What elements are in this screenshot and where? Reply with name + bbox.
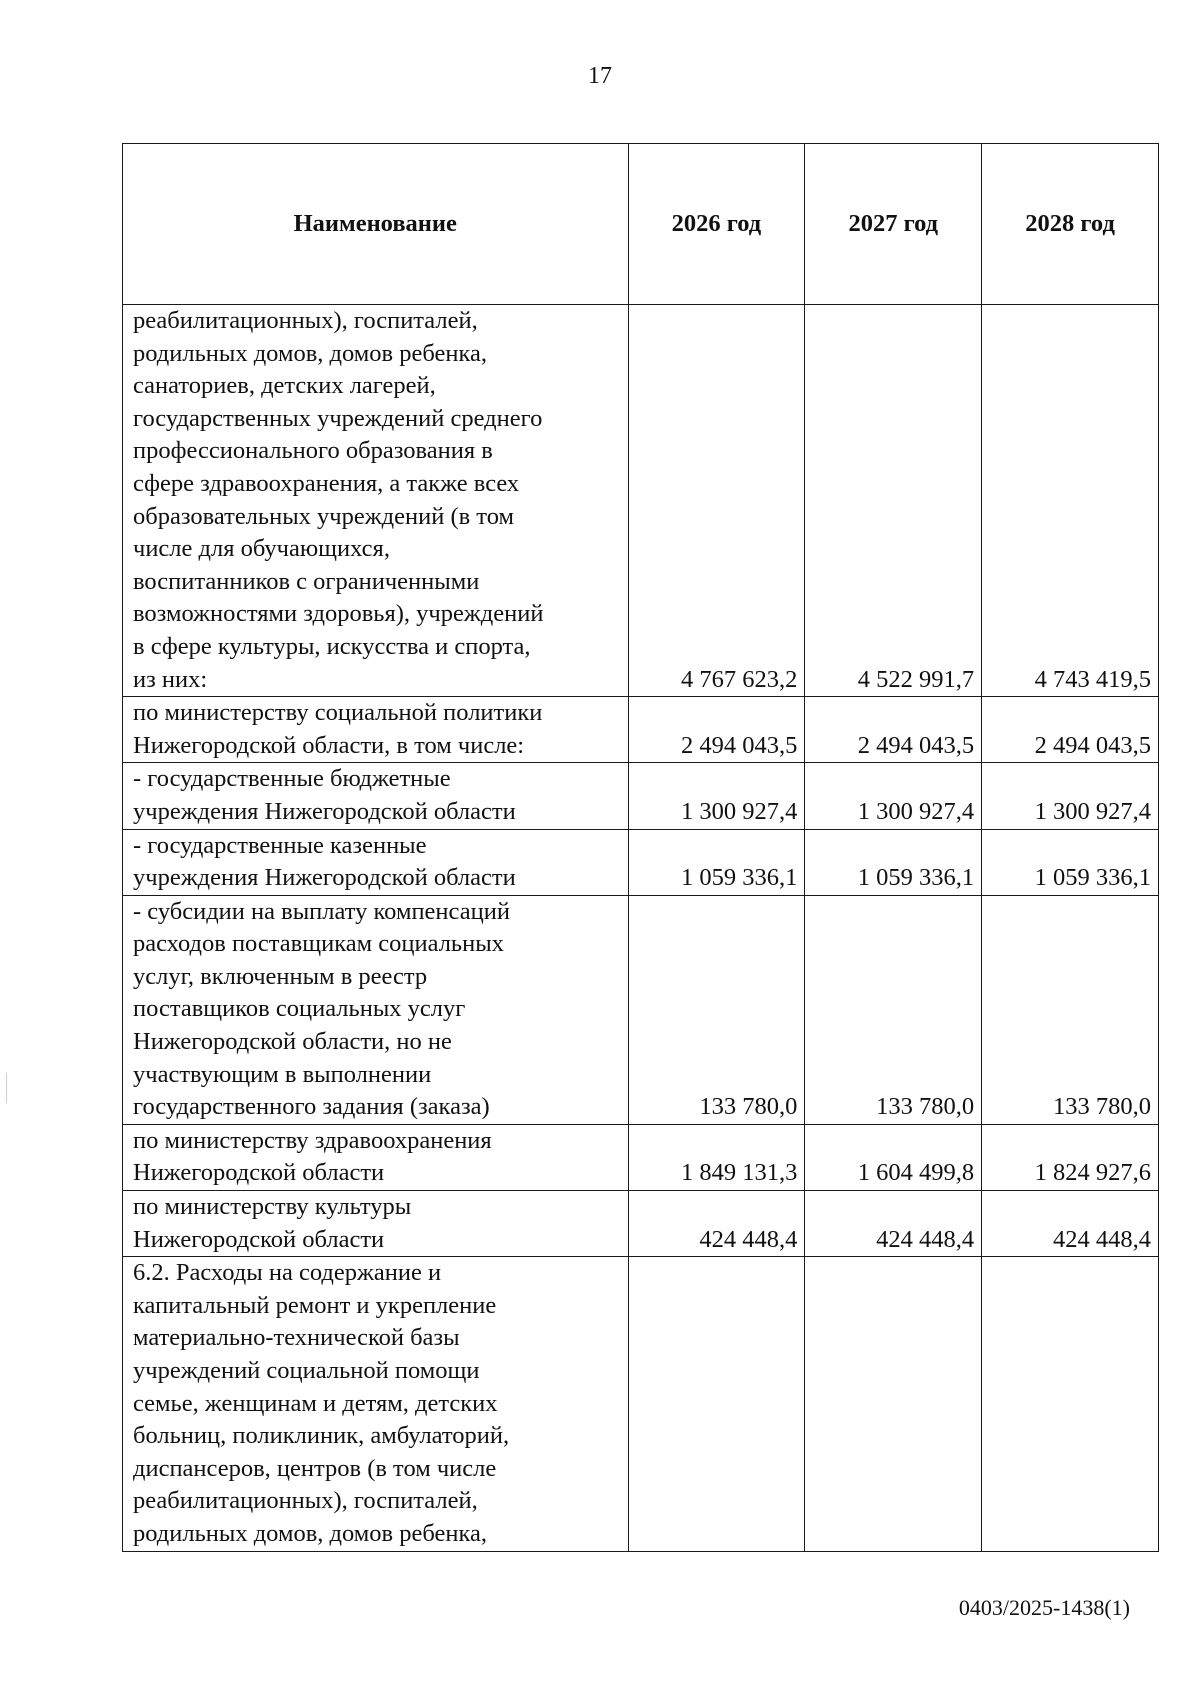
header-name: Наименование <box>123 144 629 305</box>
row-name: реабилитационных), госпиталей, родильных домов, домов ребенка, санаториев, детских лагерей, государственных учреждений среднего профессионального образования в сфере здравоохранения, а также всех образовательных учреждений (в том числе для обучающихся, воспитанников с ограниченными возможностями здоровья), учреждений в сфере культуры, искусства и спорта, из них: <box>123 305 629 697</box>
document-number: 0403/2025-1438(1) <box>958 1595 1130 1620</box>
header-year-2027: 2027 год <box>805 144 982 305</box>
value-2027: 2 494 043,5 <box>805 697 982 763</box>
value-2028: 4 743 419,5 <box>982 305 1159 697</box>
value-2026: 1 849 131,3 <box>628 1124 805 1190</box>
row-name: по министерству социальной политики Нижегородской области, в том числе: <box>123 697 629 763</box>
value-2026: 1 059 336,1 <box>628 829 805 895</box>
row-name: по министерству здравоохранения Нижегородской области <box>123 1124 629 1190</box>
table-row <box>123 305 1159 697</box>
value-2027: 424 448,4 <box>805 1191 982 1257</box>
header-year-2026: 2026 год <box>628 144 805 305</box>
value-2026 <box>628 1257 805 1551</box>
value-2027: 1 604 499,8 <box>805 1124 982 1190</box>
header-year-2028: 2028 год <box>982 144 1159 305</box>
value-2028 <box>982 1257 1159 1551</box>
value-2027: 4 522 991,7 <box>805 305 982 697</box>
table-row <box>123 697 1159 763</box>
value-2028: 2 494 043,5 <box>982 697 1159 763</box>
value-2027: 1 300 927,4 <box>805 763 982 829</box>
row-name: 6.2. Расходы на содержание и капитальный ремонт и укрепление материально-технической базы учреждений социальной помощи семье, женщинам и детям, детских больниц, поликлиник, амбулаторий, диспансеров, центров (в том числе реабилитационных), госпиталей, родильных домов, домов ребенка, <box>123 1257 629 1551</box>
row-name: по министерству культуры Нижегородской области <box>123 1191 629 1257</box>
table-row <box>123 763 1159 829</box>
value-2026: 424 448,4 <box>628 1191 805 1257</box>
table-row <box>123 1191 1159 1257</box>
table-row <box>123 895 1159 1124</box>
value-2027: 133 780,0 <box>805 895 982 1124</box>
budget-table <box>122 143 1159 1552</box>
row-name: - государственные казенные учреждения Нижегородской области <box>123 829 629 895</box>
value-2028: 1 300 927,4 <box>982 763 1159 829</box>
value-2026: 4 767 623,2 <box>628 305 805 697</box>
table-row <box>123 1257 1159 1551</box>
page-number: 17 <box>588 63 612 89</box>
value-2028: 424 448,4 <box>982 1191 1159 1257</box>
value-2027 <box>805 1257 982 1551</box>
value-2028: 1 824 927,6 <box>982 1124 1159 1190</box>
value-2028: 133 780,0 <box>982 895 1159 1124</box>
value-2028: 1 059 336,1 <box>982 829 1159 895</box>
table-header-row <box>123 144 1159 305</box>
row-name: - субсидии на выплату компенсаций расходов поставщикам социальных услуг, включенным в реестр поставщиков социальных услуг Нижегородской области, но не участвующим в выполнении государственного задания (заказа) <box>123 895 629 1124</box>
value-2027: 1 059 336,1 <box>805 829 982 895</box>
margin-mark <box>6 1073 7 1103</box>
value-2026: 2 494 043,5 <box>628 697 805 763</box>
value-2026: 133 780,0 <box>628 895 805 1124</box>
row-name: - государственные бюджетные учреждения Нижегородской области <box>123 763 629 829</box>
value-2026: 1 300 927,4 <box>628 763 805 829</box>
table-row <box>123 1124 1159 1190</box>
table-row <box>123 829 1159 895</box>
